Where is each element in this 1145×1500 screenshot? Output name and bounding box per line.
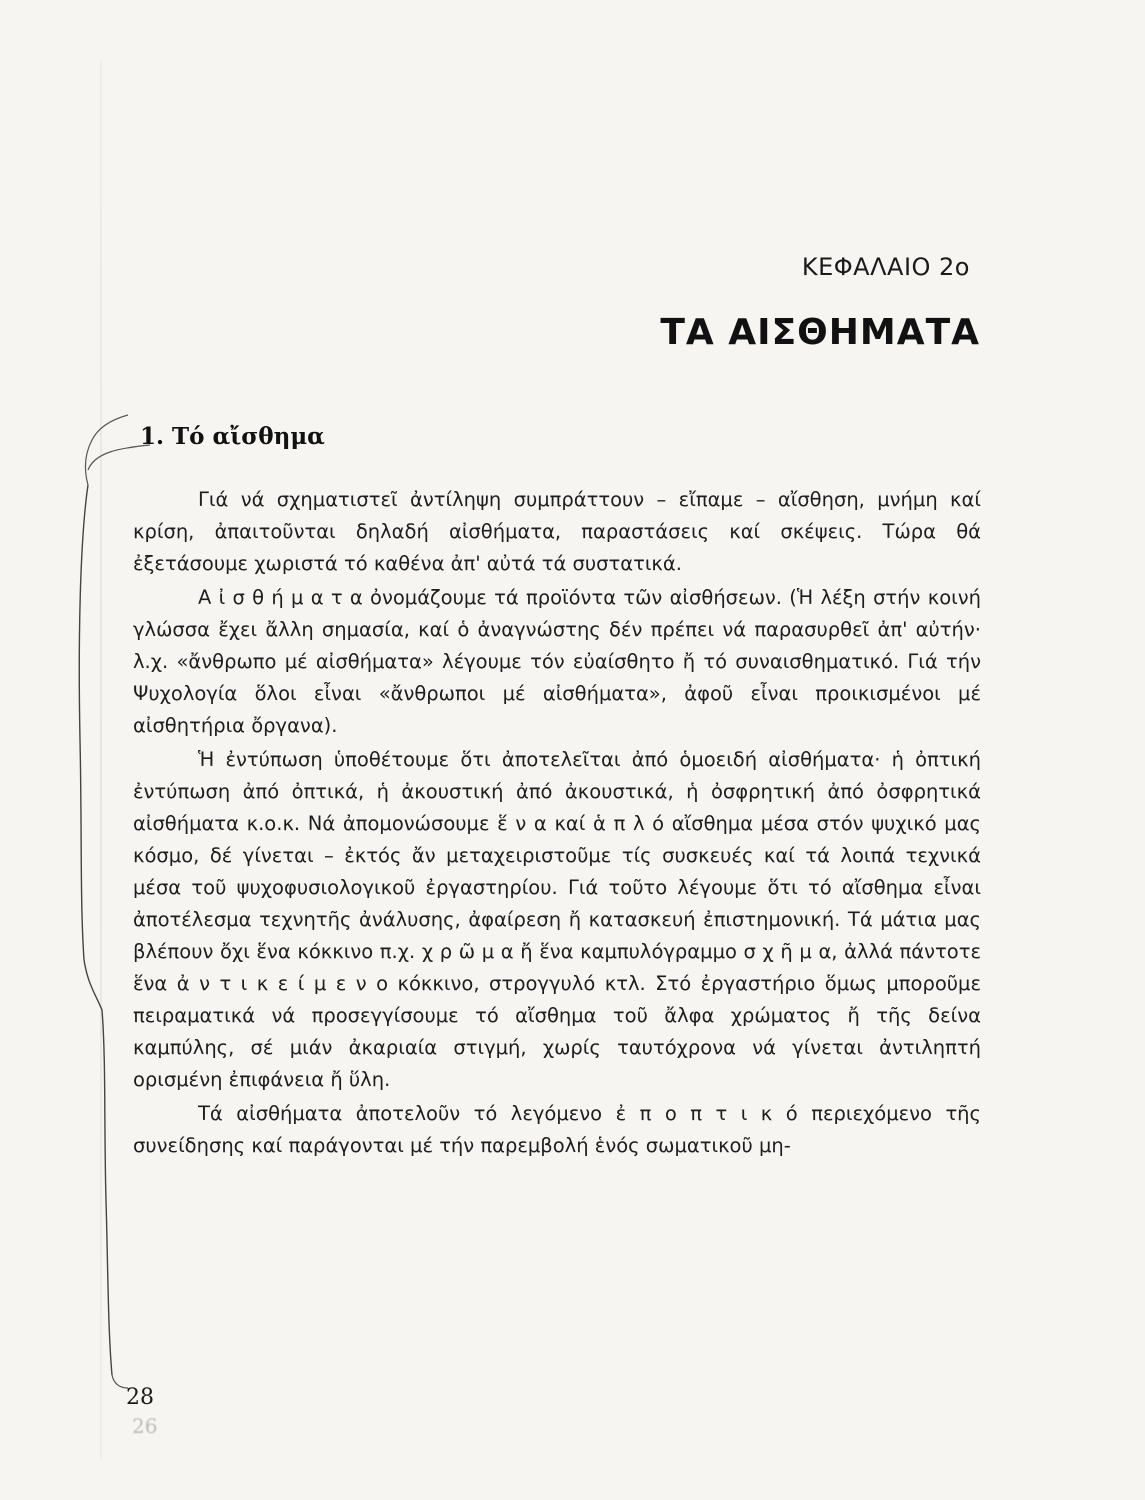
paragraph: Α ἰ σ θ ή μ α τ α ὀνομάζουμε τά προϊόντα τῶν αἰσθήσεων. (Ἡ λέξη στήν κοινή γλώσσα ἔχει ἄλλη σημασία, καί ὁ ἀναγνώστης δέν πρέπει νά παρασυρθεῖ ἀπ' αὐτήν· λ.χ. «ἄνθρωπο μέ αἰσθήματα» λέγουμε τόν εὐαίσθητο ἤ τό συναισθηματικό. Γιά τήν Ψυχολογία ὅλοι εἶναι «ἄνθρωποι μέ αἰσθήματα», ἀφοῦ εἶναι προικισμένοι μέ αἰσθητήρια ὄργανα). xyxy=(133,586,981,737)
paragraph: Ἡ ἐντύπωση ὑποθέτουμε ὅτι ἀποτελεῖται ἀπό ὁμοειδή αἰσθήματα· ἡ ὀπτική ἐντύπωση ἀπό ὀπτικά, ἡ ἀκουστική ἀπό ἀκουστικά, ἡ ὀσφρητική ἀπό ὀσφρητικά αἰσθήματα κ.ο.κ. Νά ἀπομονώσουμε ἕ ν α καί ἁ π λ ό αἴσθημα μέσα στόν ψυχικό μας κόσμο, δέ γίνεται – ἐκτός ἄν μεταχειριστοῦμε τίς συσκευές καί τά λοιπά τεχνικά μέσα τοῦ ψυχοφυσιολογικοῦ ἐργαστηρίου. Γιά τοῦτο λέγουμε ὅτι τό αἴσθημα εἶναι ἀποτέλεσμα τεχνητῆς ἀνάλυσης, ἀφαίρεση ἤ κατασκευή ἐπιστημονική. Τά μάτια μας βλέπουν ὄχι ἕνα κόκκινο π.χ. χ ρ ῶ μ α ἤ ἕνα καμπυλόγραμμο σ χ ῆ μ α, ἀλλά πάντοτε ἕνα ἀ ν τ ι κ ε ί μ ε ν ο κόκκινο, στρογγυλό κτλ. Στό ἐργαστήριο ὅμως μποροῦμε πειραματικά νά προσεγγίσουμε τό αἴσθημα τοῦ ἄλφα χρώματος ἤ τῆς δείνα καμπύλης, σέ μιάν ἀκαριαία στιγμή, χωρίς ταυτόχρονα νά γίνεται ἀντιληπτή ορισμένη ἐπιφάνεια ἤ ὕλη. xyxy=(133,748,981,1091)
page-number: 28 xyxy=(126,1385,154,1410)
paragraph: Τά αἰσθήματα ἀποτελοῦν τό λεγόμενο ἐ π ο π τ ι κ ό περιεχόμενο τῆς συνείδησης καί παράγονται μέ τήν παρεμβολή ἑνός σωματικοῦ μη- xyxy=(133,1102,981,1157)
paragraph: Γιά νά σχηματιστεῖ ἀντίληψη συμπράττουν – εἴπαμε – αἴσθηση, μνήμη καί κρίση, ἀπαιτοῦνται δηλαδή αἰσθήματα, παραστάσεις καί σκέψεις. Τώρα θά ἐξετάσουμε χωριστά τό καθένα ἀπ' αὐτά τά συστατικά. xyxy=(133,488,981,575)
chapter-title: ΤΑ ΑΙΣΘΗΜΑΤΑ xyxy=(660,312,980,353)
chapter-label: ΚΕΦΑΛΑΙΟ 2ο xyxy=(801,253,970,281)
section-heading: 1. Τό αἴσθημα xyxy=(140,423,325,450)
page-edge-shadow xyxy=(100,60,102,1460)
body-text xyxy=(133,484,981,1162)
page-number-show-through: 26 xyxy=(132,1414,158,1438)
